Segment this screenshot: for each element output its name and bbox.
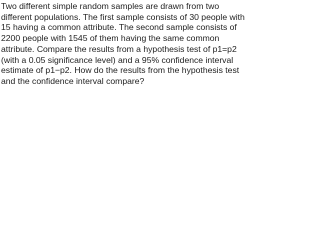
question-text: [1, 1, 245, 87]
question-line: estimate of p1−p2. How do the results from the hypothesis test: [1, 65, 240, 76]
question-line: (with a 0.05 significance level) and a 95% confidence interval: [1, 54, 234, 65]
question-line: 2200 people with 1545 of them having the same common: [1, 33, 220, 44]
question-line: different populations. The first sample consists of 30 people with: [1, 11, 245, 22]
question-line: and the confidence interval compare?: [1, 75, 145, 86]
question-line: attribute. Compare the results from a hypothesis test of p1=p2: [1, 43, 237, 54]
question-line: Two different simple random samples are drawn from two: [1, 1, 220, 11]
question-line: 15 having a common attribute. The second sample consists of: [1, 22, 237, 33]
